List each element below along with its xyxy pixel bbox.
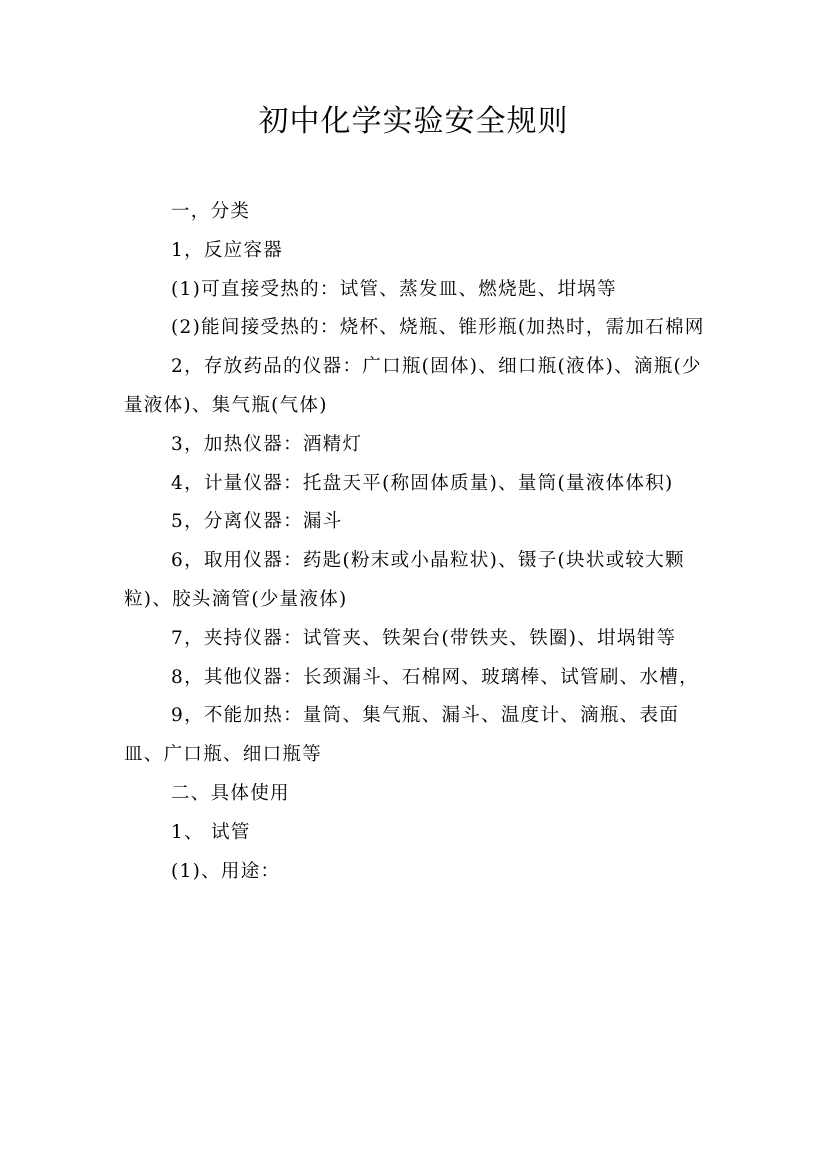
paragraph: 9，不能加热：量筒、集气瓶、漏斗、温度计、滴瓶、表面皿、广口瓶、细口瓶等	[124, 705, 680, 766]
paragraph: 1、 试管	[171, 821, 251, 843]
paragraph: 7，夹持仪器：试管夹、铁架台(带铁夹、铁圈)、坩埚钳等	[171, 627, 677, 649]
document-body	[124, 193, 708, 891]
paragraph: 8，其他仪器：长颈漏斗、石棉网、玻璃棒、试管刷、水槽，	[171, 666, 699, 688]
paragraph: 2，存放药品的仪器：广口瓶(固体)、细口瓶(液体)、滴瓶(少量液体)、集气瓶(气体)	[124, 356, 702, 416]
paragraph: 一，分类	[171, 201, 251, 222]
paragraph: 5，分离仪器：漏斗	[171, 511, 343, 533]
paragraph: 3，加热仪器：酒精灯	[171, 433, 363, 455]
paragraph: 二、具体使用	[171, 782, 290, 804]
document-title: 初中化学实验安全规则	[258, 104, 569, 139]
paragraph: (1)可直接受热的：试管、蒸发皿、燃烧匙、坩埚等	[171, 278, 617, 300]
paragraph: 6，取用仪器：药匙(粉末或小晶粒状)、镊子(块状或较大颗粒)、胶头滴管(少量液体)	[124, 550, 685, 610]
paragraph: (1)、用途：	[171, 860, 281, 882]
paragraph: 4，计量仪器：托盘天平(称固体质量)、量筒(量液体体积)	[171, 472, 674, 494]
paragraph: (2)能间接受热的：烧杯、烧瓶、锥形瓶(加热时，需加石棉网	[171, 317, 705, 339]
paragraph: 1，反应容器	[171, 239, 284, 261]
